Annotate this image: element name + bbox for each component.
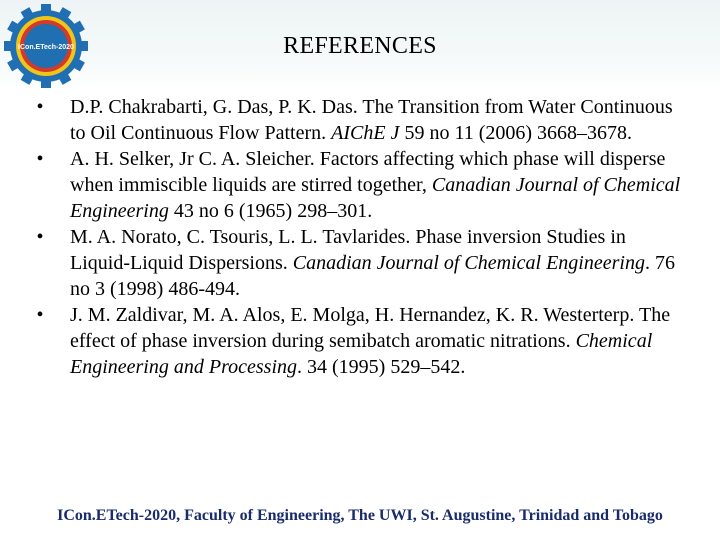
bullet-icon: • <box>36 148 44 170</box>
reference-text <box>70 96 673 144</box>
reference-segment: A. H. Selker, Jr C. A. Sleicher. Factors affecting which phase will disperse when immiscible liquids are stirred together, <box>70 148 666 196</box>
reference-segment: 43 no 6 (1965) 298–301. <box>168 200 373 222</box>
reference-segment: D.P. Chakrabarti, G. Das, P. K. Das. The Transition from Water Continuous to Oil Continuous Flow Pattern. <box>70 96 673 144</box>
reference-segment: . 34 (1995) 529–542. <box>297 356 466 378</box>
reference-segment: 59 no 11 (2006) 3668–3678. <box>399 122 633 144</box>
reference-segment: J. M. Zaldivar, M. A. Alos, E. Molga, H. Hernandez, K. R. Westerterp. The effect of phase inversion during semibatch aromatic nitrations. <box>70 304 671 352</box>
references-list <box>30 94 690 380</box>
bullet-icon: • <box>36 96 44 118</box>
bullet-icon: • <box>36 304 44 326</box>
reference-segment: M. A. Norato, C. Tsouris, L. L. Tavlarides. Phase inversion Studies in Liquid-Liquid Dispersions. <box>70 226 626 274</box>
bullet-icon: • <box>36 226 44 248</box>
reference-journal: Chemical Engineering and Processing <box>70 330 653 378</box>
conference-logo <box>0 0 92 92</box>
reference-segment: . 76 no 3 (1998) 486-494. <box>70 252 675 300</box>
reference-item <box>30 302 690 380</box>
reference-item <box>30 94 690 146</box>
reference-item <box>30 146 690 224</box>
reference-text <box>70 148 680 222</box>
reference-journal: AIChE J <box>331 122 400 144</box>
reference-item <box>30 224 690 302</box>
page-title: REFERENCES <box>283 33 437 59</box>
reference-text <box>70 226 675 300</box>
footer-text: ICon.ETech-2020, Faculty of Engineering, The UWI, St. Augustine, Trinidad and Tobago <box>57 507 663 524</box>
reference-journal: Canadian Journal of Chemical Engineering <box>292 252 645 274</box>
logo-text: ICon.ETech-2020 <box>18 44 74 51</box>
reference-text <box>70 304 670 378</box>
reference-journal: Canadian Journal of Chemical Engineering <box>70 174 681 222</box>
